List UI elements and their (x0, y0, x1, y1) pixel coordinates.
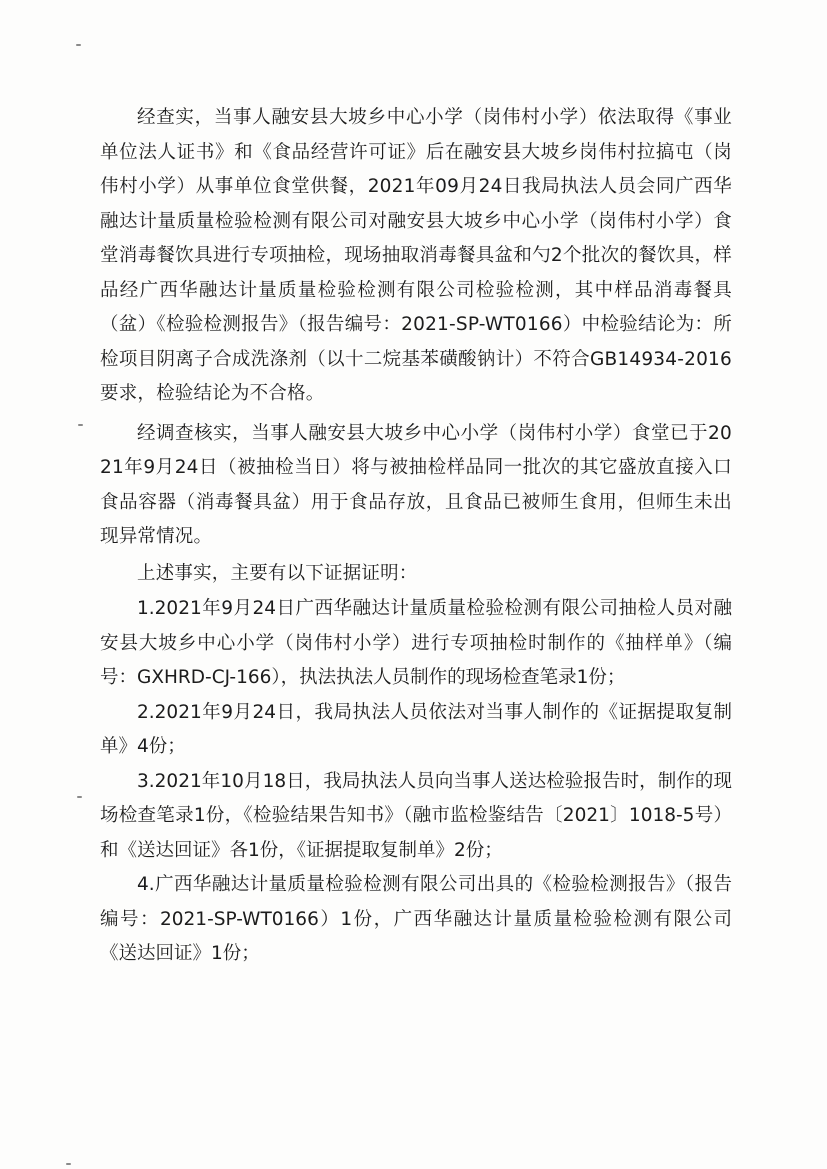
scan-mark (78, 424, 83, 426)
evidence-item-1: 1.2021年9月24日广西华融达计量质量检验检测有限公司抽检人员对融安县大坡乡中心小学（岗伟村小学）进行专项抽检时制作的《抽样单》（编号：GXHRD-CJ-166），执法执法人员制作的现场检查笔录1份； (100, 598, 732, 688)
scan-mark (66, 1163, 71, 1165)
evidence-item-2: 2.2021年9月24日，我局执法人员依法对当事人制作的《证据提取复制单》4份； (100, 701, 732, 757)
scan-mark (77, 796, 82, 798)
paragraph-findings: 经查实，当事人融安县大坡乡中心小学（岗伟村小学）依法取得《事业单位法人证书》和《食品经营许可证》后在融安县大坡乡岗伟村拉搞屯（岗伟村小学）从事单位食堂供餐，2021年09月24日我局执法人员会同广西华融达计量质量检验检测有限公司对融安县大坡乡中心小学（岗伟村小学）食堂消毒餐饮具进行专项抽检，现场抽取消毒餐具盆和勺2个批次的餐饮具，样品经广西华融达计量质量检验检测有限公司检验检测，其中样品消毒餐具（盆）《检验检测报告》（报告编号：2021-SP-WT0166）中检验结论为：所检项目阴离子合成洗涤剂（以十二烷基苯磺酸钠计）不符合GB14934-2016要求，检验结论为不合格。 (100, 107, 732, 404)
evidence-item-4: 4.广西华融达计量质量检验检测有限公司出具的《检验检测报告》（报告编号：2021-SP-WT0166）1份，广西华融达计量质量检验检测有限公司《送达回证》1份； (100, 874, 732, 964)
paragraph-evidence-intro: 上述事实，主要有以下证据证明： (137, 562, 418, 584)
paragraph-investigation: 经调查核实，当事人融安县大坡乡中心小学（岗伟村小学）食堂已于2021年9月24日（被抽检当日）将与被抽检样品同一批次的其它盛放直接入口食品容器（消毒餐具盆）用于食品存放，且食品已被师生食用，但师生未出现异常情况。 (100, 422, 732, 547)
evidence-item-3: 3.2021年10月18日，我局执法人员向当事人送达检验报告时，制作的现场检查笔录1份，《检验结果告知书》（融市监检鉴结告〔2021〕1018-5号）和《送达回证》各1份，《证据提取复制单》2份； (100, 770, 732, 861)
document-body (100, 101, 732, 972)
scan-mark (76, 44, 81, 46)
